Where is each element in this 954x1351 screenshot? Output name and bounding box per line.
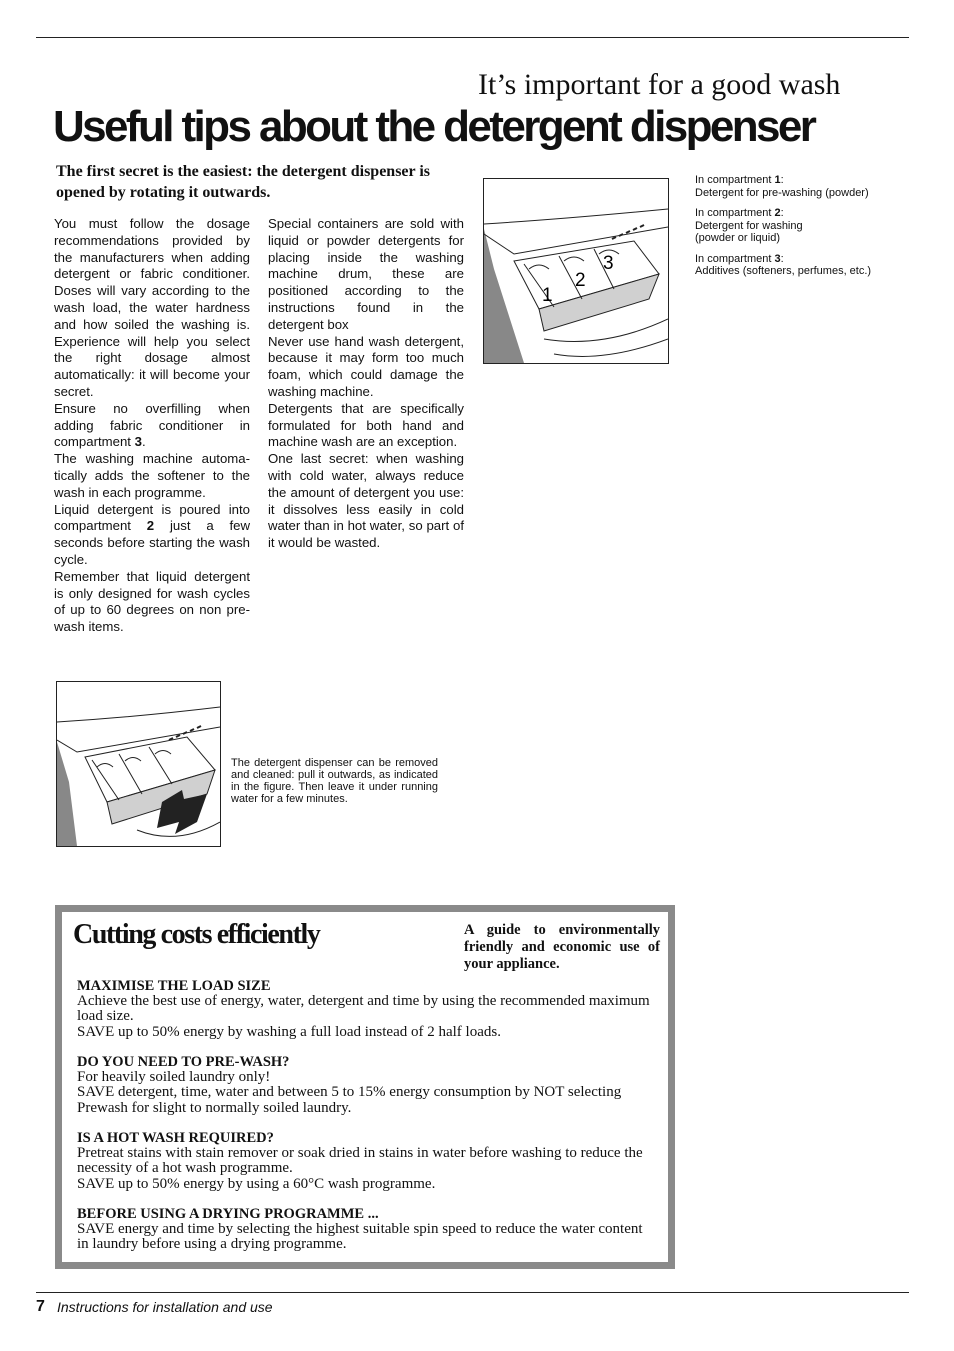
footer-text: Instructions for installation and use (57, 1299, 273, 1315)
tip-text: SAVE detergent, time, water and between 5 to 15% energy consumption by NOT selecting Prewash for slight to normally soiled laundry. (77, 1084, 622, 1116)
paragraph: Remember that liquid detergent is only designed for wash cycles of up to 60 degrees on non pre-wash items. (54, 568, 250, 635)
tip-text: SAVE up to 50% energy by washing a full load instead of 2 half loads. (77, 1023, 501, 1040)
tip-text: For heavily soiled laundry only! (77, 1069, 271, 1086)
guide-text: A guide to environmentally friendly and economic use of your appliance. (464, 922, 660, 972)
compartment-label-2: 2 (575, 270, 586, 291)
tip-heading: BEFORE USING A DRYING PROGRAMME ... (77, 1206, 379, 1222)
paragraph: You must follow the dosage recommendations provided by the manufacturers when adding detergent or fabric conditioner. Doses will vary according to the wash load, the water hardness and how soiled the washing is. Experience will help you select the right dosage almost automatically: it will become your secret. (54, 216, 250, 399)
page-number: 7 (36, 1298, 45, 1315)
tip-section (77, 1055, 652, 1116)
page-title: Useful tips about the detergent dispenser (53, 102, 815, 151)
tip-text: Achieve the best use of energy, water, detergent and time by using the recommended maximum load size. (77, 993, 650, 1025)
tip-text: Pretreat stains with stain remover or soak dried in stains in water before washing to reduce the necessity of a hot wash programme. (77, 1145, 643, 1177)
compartment-note: In compartment 1: Detergent for pre-washing (powder) (695, 174, 869, 199)
tip-heading: DO YOU NEED TO PRE-WASH? (77, 1054, 290, 1070)
dispenser-removal-illustration (56, 681, 221, 847)
tip-text: SAVE up to 50% energy by using a 60°C wash programme. (77, 1175, 436, 1192)
top-rule (36, 37, 909, 38)
text-column-2 (268, 216, 464, 552)
paragraph: Never use hand wash detergent, because it may form too much foam, which could damage the washing machine. (268, 333, 464, 399)
removal-caption: The detergent dispenser can be removed and cleaned: pull it outwards, as indicated in the figure. Then leave it under running water for a few minutes. (231, 757, 438, 805)
dispenser-illustration (483, 178, 669, 364)
paragraph: Detergents that are specifically formulated for both hand and machine wash are an exception. (268, 400, 464, 450)
page-subtitle: It’s important for a good wash (478, 68, 841, 101)
paragraph: Ensure no overfilling when adding fabric conditioner in compartment 3. (54, 400, 250, 450)
paragraph: Special containers are sold with liquid or powder detergents for placing inside the washing machine drum, these are positioned according to the instructions found in the detergent box (268, 216, 464, 332)
paragraph: The washing machine automa-tically adds the softener to the wash in each programme. (54, 451, 250, 500)
tip-heading: IS A HOT WASH REQUIRED? (77, 1130, 274, 1146)
tip-text: SAVE energy and time by selecting the highest suitable spin speed to reduce the water content in laundry before using a drying programme. (77, 1221, 643, 1253)
paragraph: One last secret: when washing with cold water, always reduce the amount of detergent you use: it dissolves less easily in cold water than in hot water, so part of it would be wasted. (268, 451, 464, 551)
compartment-label-1: 1 (542, 285, 553, 306)
cutting-costs-box (55, 905, 675, 1269)
tip-section (77, 979, 652, 1040)
tip-section (77, 1207, 652, 1253)
paragraph: Liquid detergent is poured into compartment 2 just a few seconds before starting the wash cycle. (54, 501, 251, 567)
footer-rule (36, 1292, 909, 1293)
tip-heading: MAXIMISE THE LOAD SIZE (77, 978, 271, 994)
cutting-costs-title: Cutting costs efficiently (73, 919, 320, 950)
text-column-1 (54, 216, 250, 636)
tip-section (77, 1131, 652, 1192)
compartment-notes (695, 174, 915, 286)
compartment-note: In compartment 3: Additives (softeners, perfumes, etc.) (695, 252, 872, 277)
lead-paragraph: The first secret is the easiest: the detergent dispenser is opened by rotating it outwards. (56, 163, 430, 201)
compartment-note: In compartment 2: Detergent for washing (powder or liquid) (695, 207, 803, 244)
compartment-label-3: 3 (603, 253, 614, 274)
